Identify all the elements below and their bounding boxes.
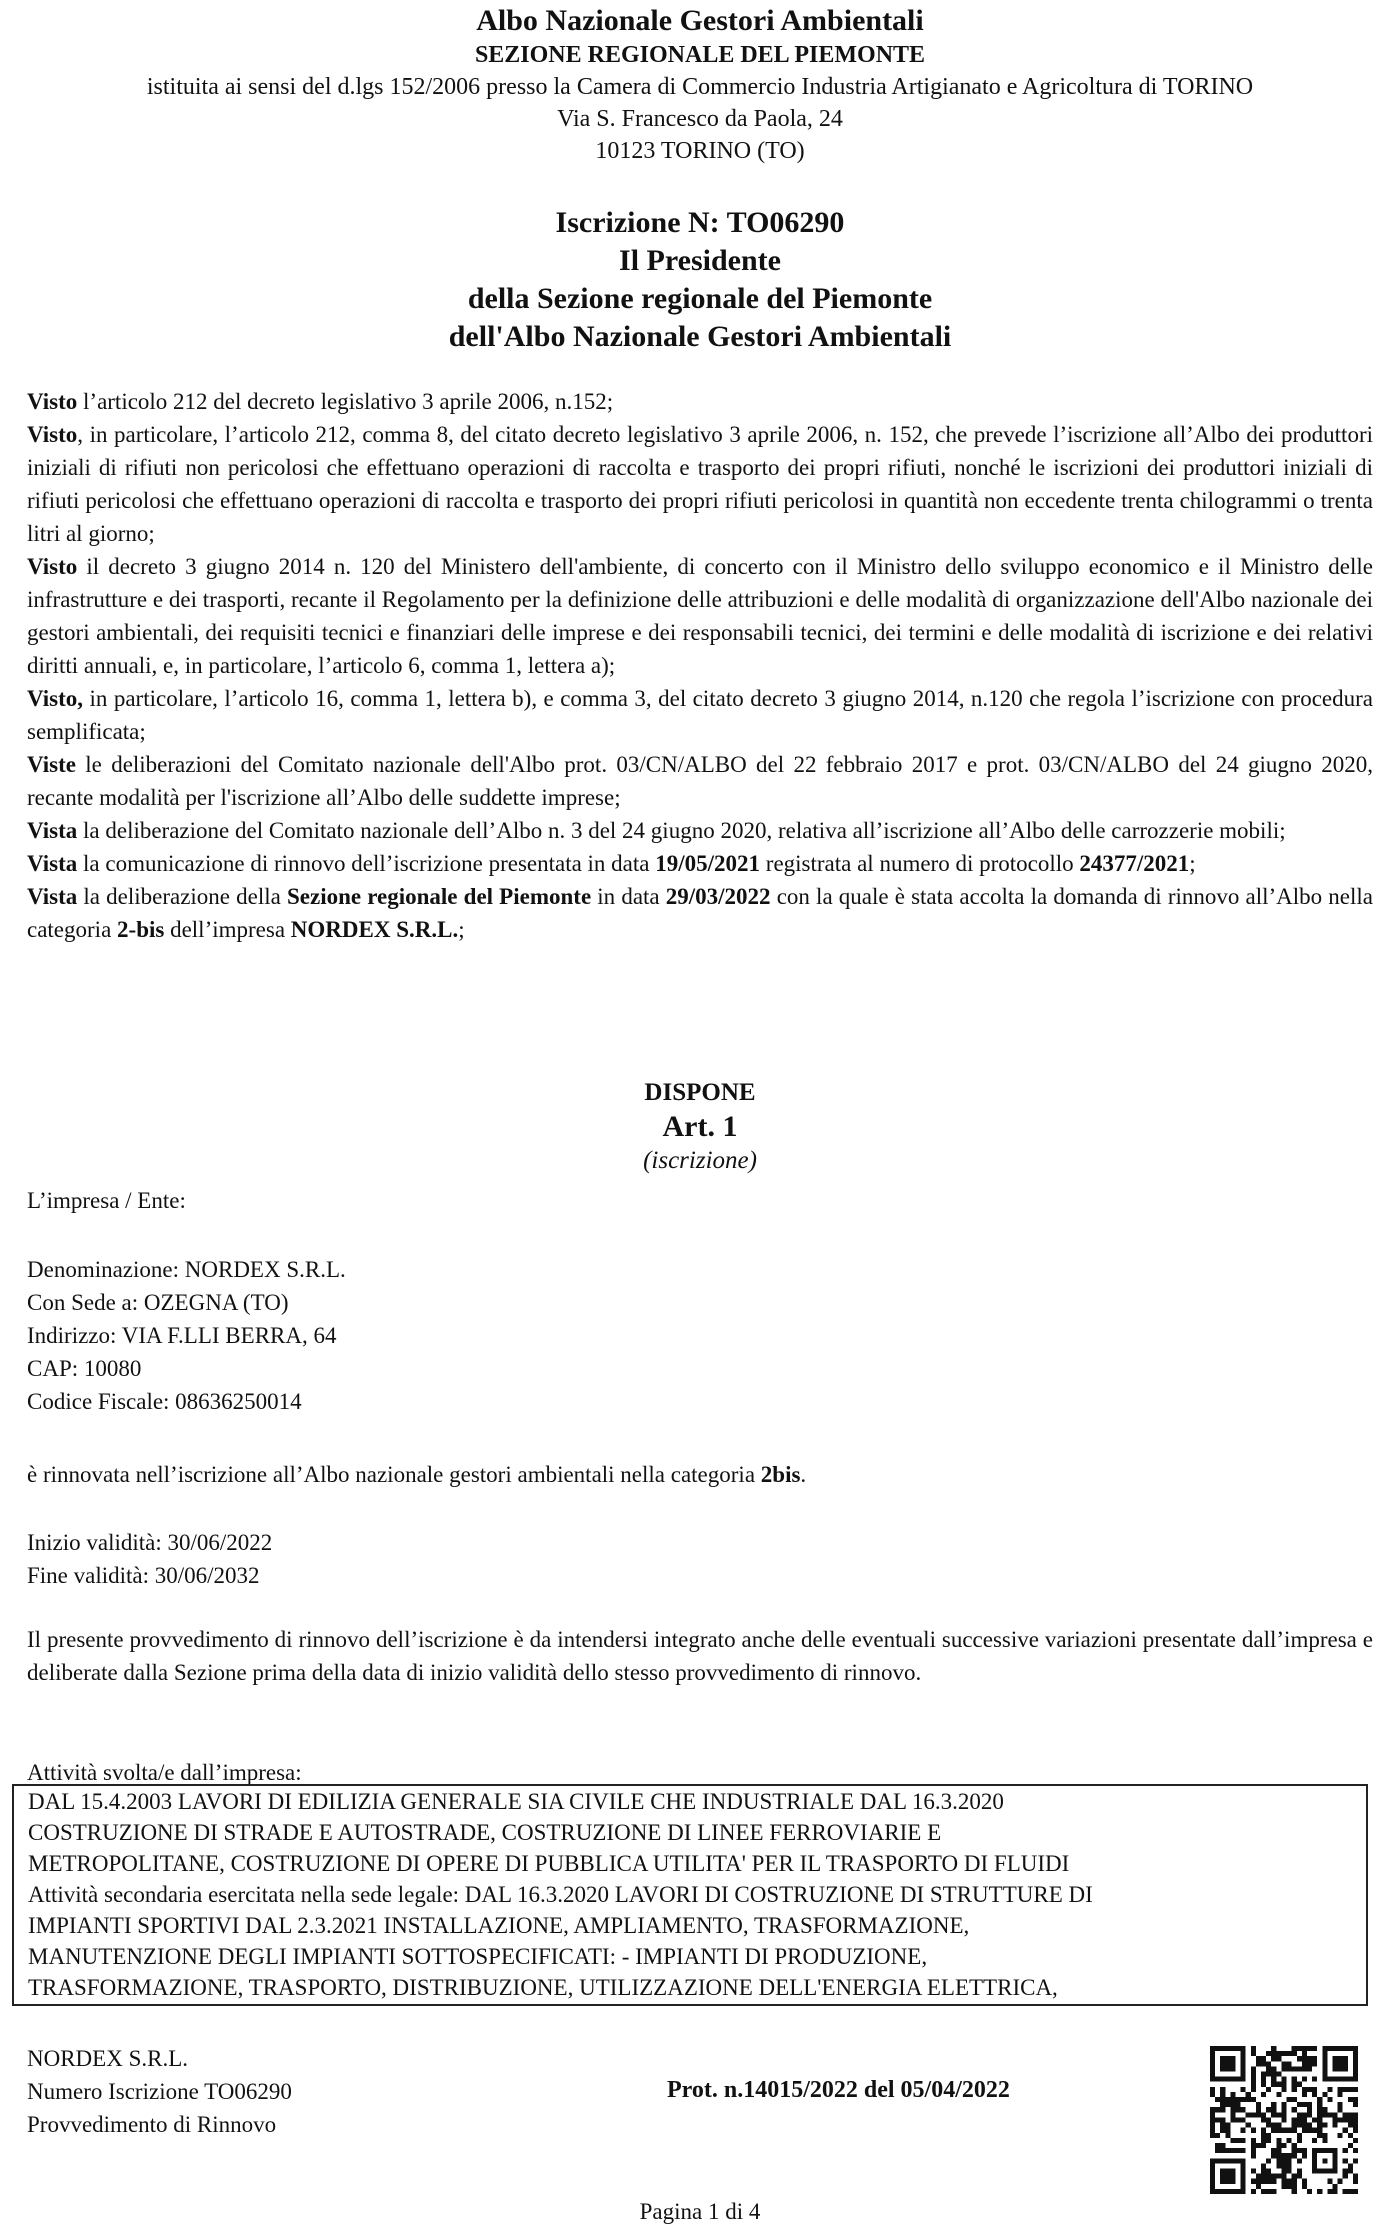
renewal-category: 2bis	[760, 1462, 801, 1487]
premise-keyword: Visto,	[27, 686, 84, 711]
premise-2	[27, 418, 1373, 550]
validity-block	[27, 1526, 272, 1592]
activity-line: IMPIANTI SPORTIVI DAL 2.3.2021 INSTALLAZIONE, AMPLIAMENTO, TRASFORMAZIONE,	[28, 1913, 970, 1938]
category: 2-bis	[117, 917, 165, 942]
premise-3	[27, 550, 1373, 682]
premise-4	[27, 682, 1373, 748]
heading-albo: dell'Albo Nazionale Gestori Ambientali	[448, 320, 952, 353]
activity-line: COSTRUZIONE DI STRADE E AUTOSTRADE, COSTRUZIONE DI LINEE FERROVIARIE E	[28, 1820, 942, 1845]
activities-label: Attività svolta/e dall’impresa:	[27, 1760, 302, 1785]
premise-keyword: Viste	[27, 752, 76, 777]
registration-number: Iscrizione N: TO06290	[555, 206, 845, 239]
registration-heading	[27, 204, 1373, 356]
validity-end: Fine validità: 30/06/2032	[27, 1563, 260, 1588]
impresa-label: L’impresa / Ente:	[27, 1188, 186, 1213]
page-number: Pagina 1 di 4	[639, 2199, 761, 2224]
premise-keyword: Visto	[27, 422, 78, 447]
premise-text: le deliberazioni del Comitato nazionale dell'Albo prot. 03/CN/ALBO del 22 febbraio 2017 e prot. 03/CN/ALBO del 24 giugno 2020, recante modalità per l'iscrizione all’Albo delle suddette imprese;	[27, 752, 1373, 810]
section-name: Sezione regionale del Piemonte	[287, 884, 592, 909]
heading-presidente: Il Presidente	[619, 244, 781, 277]
premise-text: il decreto 3 giugno 2014 n. 120 del Ministero dell'ambiente, di concerto con il Ministro dello sviluppo economico e il Ministro delle infrastrutture e dei trasporti, recante il Regolamento per la definizione delle attribuzioni e delle modalità di organizzazione dell'Albo nazionale dei gestori ambientali, dei requisiti tecnici e finanziari delle imprese e dei responsabili tecnici, dei termini e delle modalità di iscrizione e dei relativi diritti annuali, e, in particolare, l’articolo 6, comma 1, lettera a);	[27, 554, 1373, 678]
premise-text: l’articolo 212 del decreto legislativo 3 aprile 2006, n.152;	[77, 389, 614, 414]
entity-codice-fiscale: Codice Fiscale: 08636250014	[27, 1389, 302, 1414]
submission-date: 19/05/2021	[655, 851, 761, 876]
entity-details	[27, 1253, 346, 1418]
premise-keyword: Vista	[27, 818, 78, 843]
footer-info	[27, 2042, 292, 2141]
premise-5	[27, 748, 1373, 814]
header-address-city: 10123 TORINO (TO)	[595, 138, 805, 164]
article-subtitle: (iscrizione)	[643, 1147, 757, 1174]
premise-text: la deliberazione della	[77, 884, 287, 909]
document-header	[27, 3, 1373, 167]
premise-text: dell’impresa	[164, 917, 291, 942]
header-title: Albo Nazionale Gestori Ambientali	[476, 4, 924, 37]
activity-line: TRASFORMAZIONE, TRASPORTO, DISTRIBUZIONE, UTILIZZAZIONE DELL'ENERGIA ELETTRICA,	[28, 1975, 1058, 2000]
header-address-street: Via S. Francesco da Paola, 24	[557, 106, 843, 132]
activity-line: MANUTENZIONE DEGLI IMPIANTI SOTTOSPECIFICATI: - IMPIANTI DI PRODUZIONE,	[28, 1944, 928, 1969]
header-established: istituita ai sensi del d.lgs 152/2006 presso la Camera di Commercio Industria Artigianato e Agricoltura di TORINO	[146, 74, 1254, 100]
activity-line: DAL 15.4.2003 LAVORI DI EDILIZIA GENERALE SIA CIVILE CHE INDUSTRIALE DAL 16.3.2020	[28, 1789, 1004, 1814]
activities-box	[12, 1784, 1368, 2006]
header-section: SEZIONE REGIONALE DEL PIEMONTE	[474, 42, 926, 68]
activity-line: METROPOLITANE, COSTRUZIONE DI OPERE DI PUBBLICA UTILITA' PER IL TRASPORTO DI FLUIDI	[28, 1851, 1070, 1876]
premise-6	[27, 814, 1373, 847]
premise-text: ;	[1189, 851, 1196, 876]
premise-keyword: Visto	[27, 554, 78, 579]
premise-text: in data	[591, 884, 666, 909]
entity-cap: CAP: 10080	[27, 1356, 142, 1381]
premise-text: registrata al numero di protocollo	[760, 851, 1080, 876]
dispone-title: DISPONE	[644, 1079, 756, 1106]
premise-text: ;	[458, 917, 465, 942]
qr-code-icon	[1210, 2046, 1358, 2194]
activity-line: Attività secondaria esercitata nella sede legale: DAL 16.3.2020 LAVORI DI COSTRUZIONE DI STRUTTURE DI	[28, 1882, 1093, 1907]
renewal-text: è rinnovata nell’iscrizione all’Albo nazionale gestori ambientali nella categoria	[27, 1462, 761, 1487]
renewal-statement	[27, 1458, 806, 1491]
integration-note: Il presente provvedimento di rinnovo dell’iscrizione è da intendersi integrato anche delle eventuali successive variazioni presentate dall’impresa e deliberate dalla Sezione prima della data di inizio validità dello stesso provvedimento di rinnovo.	[27, 1627, 1373, 1685]
premise-text: la comunicazione di rinnovo dell’iscrizione presentata in data	[77, 851, 656, 876]
premise-keyword: Visto	[27, 389, 78, 414]
footer-company: NORDEX S.R.L.	[27, 2046, 189, 2071]
footer-numero: Numero Iscrizione TO06290	[27, 2079, 292, 2104]
validity-start: Inizio validità: 30/06/2022	[27, 1530, 273, 1555]
premise-text: la deliberazione del Comitato nazionale dell’Albo n. 3 del 24 giugno 2020, relativa all’iscrizione all’Albo delle carrozzerie mobili;	[77, 818, 1286, 843]
article-title: Art. 1	[662, 1110, 738, 1143]
premise-text: , in particolare, l’articolo 212, comma 8, del citato decreto legislativo 3 aprile 2006, n. 152, che prevede l’iscrizione all’Albo dei produttori iniziali di rifiuti non pericolosi che effettuano operazioni di raccolta e trasporto dei propri rifiuti, nonché le iscrizioni dei produttori iniziali di rifiuti pericolosi che effettuano operazioni di raccolta e trasporto dei propri rifiuti pericolosi in quantità non eccedente trenta chilogrammi o trenta litri al giorno;	[27, 422, 1373, 546]
footer-provvedimento: Provvedimento di Rinnovo	[27, 2112, 277, 2137]
premise-keyword: Vista	[27, 884, 78, 909]
premises-section	[27, 385, 1373, 946]
premise-keyword: Vista	[27, 851, 78, 876]
company-name: NORDEX S.R.L.	[290, 917, 459, 942]
premise-1	[27, 385, 1373, 418]
premise-7	[27, 847, 1373, 880]
heading-sezione: della Sezione regionale del Piemonte	[467, 282, 933, 315]
premise-8	[27, 880, 1373, 946]
document-page	[27, 0, 1373, 2230]
dispone-block	[27, 1077, 1373, 1177]
deliberation-date: 29/03/2022	[665, 884, 771, 909]
protocol-number: 24377/2021	[1079, 851, 1190, 876]
entity-indirizzo: Indirizzo: VIA F.LLI BERRA, 64	[27, 1323, 337, 1348]
protocol-reference: Prot. n.14015/2022 del 05/04/2022	[667, 2077, 1010, 2103]
entity-sede: Con Sede a: OZEGNA (TO)	[27, 1290, 289, 1315]
entity-denominazione: Denominazione: NORDEX S.R.L.	[27, 1257, 346, 1282]
renewal-end: .	[800, 1462, 807, 1487]
premise-text: con la quale è stata accolta la domanda di rinnovo all’Albo nella categoria	[27, 884, 1373, 942]
premise-text: in particolare, l’articolo 16, comma 1, lettera b), e comma 3, del citato decreto 3 giugno 2014, n.120 che regola l’iscrizione con procedura semplificata;	[27, 686, 1373, 744]
